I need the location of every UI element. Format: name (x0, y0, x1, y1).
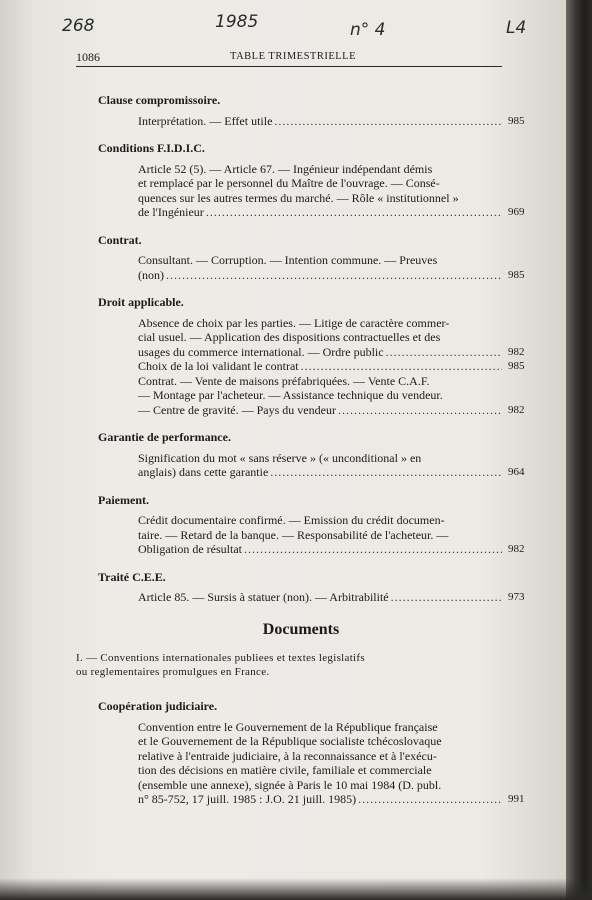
entry-text: Article 52 (5). — Article 67. — Ingénieur indépendant démis (138, 161, 433, 176)
leader-dots (391, 590, 502, 605)
page-reference: 985 (508, 268, 525, 281)
entry-text: Article 85. — Sursis à statuer (non). — Arbitrabilité (138, 590, 389, 604)
index-entry-line (138, 374, 504, 389)
entry-text: Consultant. — Corruption. — Intention commune. — Preuves (138, 253, 438, 267)
leader-dots (244, 542, 502, 557)
leader-dots (206, 205, 502, 220)
leader-dots (358, 792, 502, 807)
section-heading: Traité C.E.E. (98, 569, 166, 584)
index-entry-line (138, 402, 525, 418)
entry-text: (ensemble une annexe), signée à Paris le 10 mai 1984 (D. publ. (138, 777, 442, 792)
leader-dots (270, 465, 502, 480)
entry-text: — Centre de gravité. — Pays du vendeur (138, 402, 336, 417)
entry-text: Absence de choix par les parties. — Litige de caractère commer- (138, 315, 450, 330)
page-reference: 969 (508, 206, 525, 218)
section-heading: Paiement. (98, 492, 149, 507)
entry-text: Choix de la loi validant le contrat (138, 359, 299, 373)
index-entry-line (138, 316, 504, 331)
section-entry (98, 513, 525, 557)
entry-text: quences sur les autres termes du marché. — Rôle « institutionnel » (138, 190, 459, 205)
index-section (98, 295, 525, 417)
index-entry-line (138, 763, 504, 778)
leader-dots (166, 268, 502, 283)
section-entry (98, 719, 525, 807)
entry-text: de l'Ingénieur (138, 205, 204, 219)
page-reference: 982 (508, 345, 525, 358)
index-entry-line (138, 720, 504, 735)
handwritten-year: 1985 (215, 12, 259, 32)
index-entry-line (138, 590, 525, 605)
page-bottom-shadow (0, 878, 592, 900)
handwritten-note-right: L4 (506, 18, 527, 38)
entry-text: Obligation de résultat (138, 542, 242, 556)
section-entry (98, 253, 525, 282)
section-entry (98, 450, 525, 480)
index-entry-line (138, 451, 504, 466)
index-entry-line (138, 205, 525, 220)
leader-dots (301, 359, 502, 374)
index-entry-line (138, 749, 504, 764)
index-entry-line (138, 792, 525, 807)
section-entry (98, 315, 525, 418)
section-heading: Clause compromissoire. (98, 93, 221, 107)
index-entry-line (138, 528, 504, 543)
entry-text: (non) (138, 267, 164, 282)
page-reference: 982 (508, 403, 525, 416)
index-entry-line (138, 388, 504, 403)
page-reference: 985 (508, 114, 525, 127)
entry-text: et remplacé par le personnel du Maître de l'ouvrage. — Consé- (138, 176, 440, 190)
documents-subheading (76, 651, 504, 679)
leader-dots (274, 114, 502, 129)
entry-text: relative à l'entraide judiciaire, à la reconnaissance et à l'exécu- (138, 748, 437, 763)
index-section (98, 569, 525, 605)
index-section (98, 492, 525, 557)
page-reference: 982 (508, 543, 525, 555)
index-entry-line (138, 778, 504, 793)
index-entry-line (138, 162, 504, 177)
index-section (98, 93, 525, 128)
entry-text: Signification du mot « sans réserve » (« unconditional » en (138, 450, 422, 465)
section-entry (98, 161, 525, 220)
index-content (76, 93, 525, 820)
index-entry-line (138, 359, 525, 374)
leader-dots (338, 403, 502, 418)
index-entry-line (138, 253, 504, 268)
entry-text: cial usuel. — Application des dispositions contractuelles et des (138, 330, 441, 344)
entry-text: Contrat. — Vente de maisons préfabriquées. — Vente C.A.F. (138, 373, 430, 388)
entry-text: taire. — Retard de la banque. — Responsabilité de l'acheteur. — (138, 527, 449, 542)
page-reference: 985 (508, 360, 525, 372)
index-entry-line (138, 344, 525, 360)
index-entry-line (138, 734, 504, 749)
page-reference: 964 (508, 466, 525, 478)
index-entry-line (138, 191, 504, 206)
index-section (98, 141, 525, 220)
documents-subheading-line: I. — Conventions internationales publiees et textes legislatifs (76, 652, 365, 664)
entry-text: anglais) dans cette garantie (138, 465, 269, 479)
entry-text: et le Gouvernement de la République socialiste tchécoslovaque (138, 734, 442, 748)
page-reference: 973 (508, 591, 525, 603)
entry-text: Crédit documentaire confirmé. — Emission du crédit documen- (138, 513, 445, 527)
leader-dots (386, 345, 502, 360)
running-header (76, 50, 502, 67)
index-section (98, 430, 525, 480)
index-section (98, 232, 525, 283)
documents-subheading-line: ou reglementaires promulgues en France. (76, 666, 270, 678)
section-entry (98, 113, 525, 129)
documents-heading: Documents (262, 620, 340, 638)
page-reference: 991 (508, 793, 525, 805)
entry-text: usages du commerce international. — Ordre public (138, 344, 384, 359)
handwritten-note-left: 268 (62, 16, 95, 36)
index-entry-line (138, 267, 525, 283)
index-entry-line (138, 465, 525, 480)
entry-text: n° 85-752, 17 juill. 1985 : J.O. 21 juill. 1985) (138, 792, 357, 806)
entry-text: Interprétation. — Effet utile (138, 113, 273, 128)
entry-text: tion des décisions en matière civile, familiale et commerciale (138, 763, 432, 777)
entry-text: Convention entre le Gouvernement de la République française (138, 719, 438, 734)
section-heading: Garantie de performance. (98, 430, 231, 444)
book-binding-edge (566, 0, 592, 900)
index-entry-line (138, 176, 504, 191)
handwritten-issue-number: n° 4 (350, 20, 386, 40)
index-entry-line (138, 542, 525, 557)
section-heading: Droit applicable. (98, 295, 184, 309)
index-entry-line (138, 513, 504, 528)
page-number: 1086 (76, 50, 100, 64)
section-heading: Contrat. (98, 232, 142, 247)
index-entry-line (138, 113, 525, 129)
section-entry (98, 590, 525, 605)
section-heading: Conditions F.I.D.I.C. (98, 141, 205, 155)
running-title: TABLE TRIMESTRIELLE (230, 51, 356, 62)
section-heading: Coopération judiciaire. (98, 699, 218, 713)
entry-text: — Montage par l'acheteur. — Assistance technique du vendeur. (138, 388, 443, 402)
index-entry-line (138, 330, 504, 345)
index-section (98, 699, 525, 807)
